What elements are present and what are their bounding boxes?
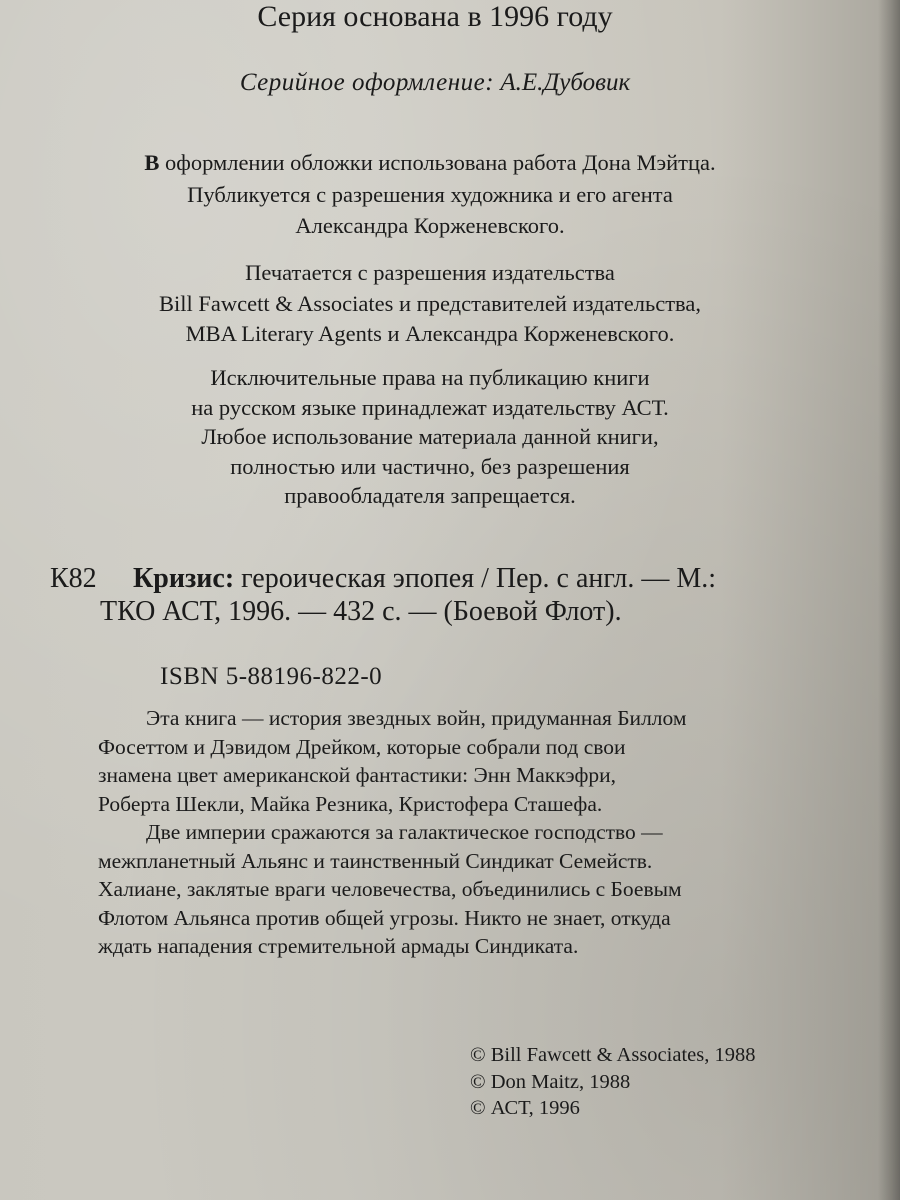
rights-line: правообладателя запрещается. [284, 483, 576, 508]
annotation-line: Флотом Альянса против общей угрозы. Никто не знает, откуда [98, 905, 671, 930]
permission-line: Печатается с разрешения издательства [245, 260, 615, 285]
permission-line: MBA Literary Agents и Александра Корженевского. [185, 321, 675, 346]
page-edge-shadow [878, 0, 900, 1200]
book-title: Кризис: [133, 563, 235, 594]
book-annotation [98, 708, 818, 965]
rights-line: полностью или частично, без разрешения [230, 453, 630, 479]
cover-credits [0, 152, 860, 247]
rights-line: на русском языке принадлежат издательству АСТ. [191, 394, 669, 420]
rights-line: Любое использование материала данной книги, [201, 424, 659, 449]
series-design-credit [0, 70, 870, 95]
series-design-label: Серийное оформление: [239, 69, 495, 96]
bibliographic-entry-line: ТКО АСТ, 1996. — 432 с. — (Боевой Флот). [100, 596, 622, 627]
permission-line: Bill Fawcett & Associates и представителей издательства, [159, 290, 701, 316]
copyright-notices [470, 1045, 755, 1125]
series-design-author: А.Е.Дубовик [500, 69, 631, 96]
publishing-permission [0, 262, 860, 354]
annotation-line: Две империи сражаются за галактическое господство — [146, 820, 663, 844]
cover-credit-line: Александра Корженевского. [295, 213, 565, 238]
bibliographic-entry-text: героическая эпопея / Пер. с англ. — М.: [241, 563, 717, 594]
annotation-line: Фосеттом и Дэвидом Дрейком, которые собрали под свои [98, 734, 626, 759]
cover-credit-line1-text: оформлении обложки использована работа Дона Мэйтца. [164, 150, 716, 175]
annotation-line: Халиане, заклятые враги человечества, объединились с Боевым [98, 877, 682, 901]
copyright-line: © Don Maitz, 1988 [470, 1070, 631, 1093]
annotation-line: Роберта Шекли, Майка Резника, Кристофера Сташефа. [98, 791, 603, 816]
series-founded-line: Серия основана в 1996 году [257, 0, 613, 33]
annotation-line: знамена цвет американской фантастики: Энн Маккэфри, [98, 763, 617, 787]
rights-line: Исключительные права на публикацию книги [210, 365, 650, 390]
cover-credit-initial: В [144, 150, 160, 175]
copyright-line: © Bill Fawcett & Associates, 1988 [470, 1044, 756, 1066]
copyright-line: © АСТ, 1996 [470, 1097, 580, 1119]
library-classification-code: К82 [50, 563, 97, 594]
cover-credit-line: Публикуется с разрешения художника и его агента [187, 181, 673, 207]
annotation-line: Эта книга — история звездных войн, придуманная Биллом [146, 706, 687, 730]
exclusive-rights-notice [0, 367, 860, 515]
cover-credit-line [0, 152, 860, 175]
annotation-line: ждать нападения стремительной армады Синдиката. [98, 934, 579, 958]
annotation-line: межпланетный Альянс и таинственный Синдикат Семейств. [98, 848, 653, 873]
isbn-number: ISBN 5-88196-822-0 [160, 663, 383, 690]
bibliographic-entry-line [133, 565, 716, 593]
